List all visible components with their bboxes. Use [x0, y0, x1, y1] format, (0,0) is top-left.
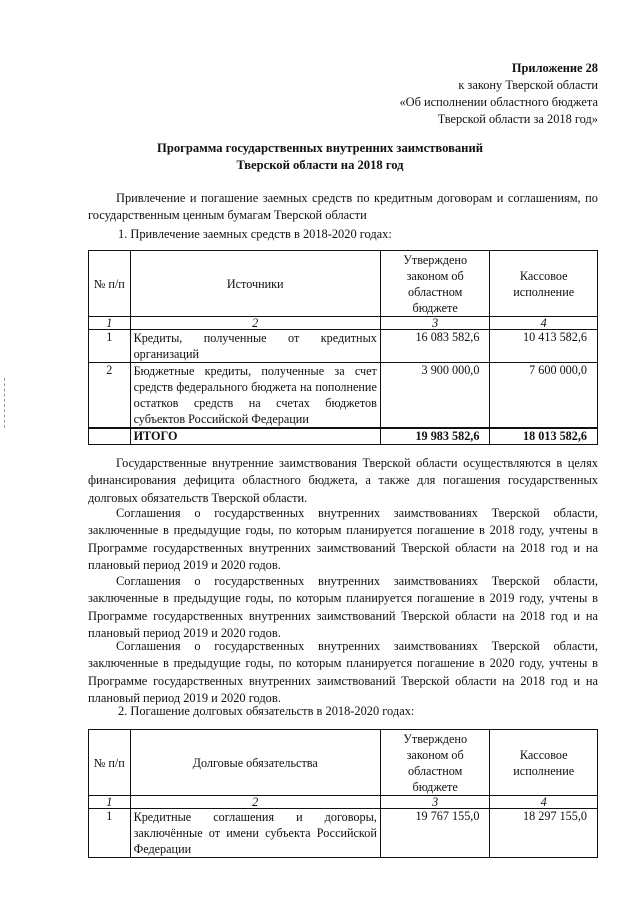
header-actual: Кассовое исполнение	[490, 251, 598, 317]
repayment-table	[88, 729, 598, 858]
body-paragraph	[88, 638, 598, 708]
table-header-row	[89, 730, 598, 796]
title-line-2: Тверской области на 2018 год	[236, 158, 404, 172]
row-approved: 16 083 582,6	[380, 330, 490, 363]
annex-number: Приложение 28	[511, 61, 598, 75]
section2-heading: 2. Погашение долговых обязательств в 2018-2020 годах:	[118, 704, 415, 718]
table-header-row	[89, 251, 598, 317]
document-title	[0, 140, 640, 174]
paragraph-text: Государственные внутренние заимствования Тверской области осуществляются в целях финансирования дефицита областного бюджета, а также для погашения государственных долговых обязательств Тверской области.	[88, 456, 598, 505]
header-num: № п/п	[89, 251, 131, 317]
index-cell: 4	[490, 796, 598, 809]
index-cell: 1	[89, 796, 131, 809]
total-actual: 18 013 582,6	[490, 428, 598, 445]
index-cell: 3	[380, 317, 490, 330]
total-label: ИТОГО	[130, 428, 380, 445]
header-approved: Утверждено законом об областном бюджете	[380, 730, 490, 796]
header-sources: Источники	[130, 251, 380, 317]
index-cell: 2	[130, 796, 380, 809]
paragraph-text: Соглашения о государственных внутренних заимствованиях Тверской области, заключенные в предыдущие годы, по которым планируется погашение в 2019 году, учтены в Программе государственных внутренних заимствований Тверской области на 2018 год и на плановый период 2019 и 2020 годов.	[88, 574, 598, 641]
row-num: 2	[89, 363, 131, 429]
paragraph-text: Соглашения о государственных внутренних заимствованиях Тверской области, заключенные в предыдущие годы, по которым планируется погашение в 2020 году, учтены в Программе государственных внутренних заимствований Тверской области на 2018 год и на плановый период 2019 и 2020 годов.	[88, 639, 598, 706]
index-cell: 1	[89, 317, 131, 330]
table-row	[89, 330, 598, 363]
row-source: Бюджетные кредиты, полученные за счет средств федерального бюджета на пополнение остатков средств на счетах бюджетов субъектов Российской Федерации	[130, 363, 380, 429]
annex-law-title: «Об исполнении областного бюджета	[399, 95, 598, 109]
annex-law-title-cont: Тверской области за 2018 год»	[437, 112, 598, 126]
table-row	[89, 809, 598, 858]
total-approved: 19 983 582,6	[380, 428, 490, 445]
intro-paragraph	[88, 190, 598, 225]
header-approved: Утверждено законом об областном бюджете	[380, 251, 490, 317]
annex-header	[399, 60, 598, 128]
header-obligations: Долговые обязательства	[130, 730, 380, 796]
row-actual: 10 413 582,6	[490, 330, 598, 363]
row-approved: 3 900 000,0	[380, 363, 490, 429]
row-num: 1	[89, 330, 131, 363]
header-actual: Кассовое исполнение	[490, 730, 598, 796]
intro-text: Привлечение и погашение заемных средств по кредитным договорам и соглашениям, по государственным ценным бумагам Тверской области	[88, 191, 598, 223]
table-index-row	[89, 796, 598, 809]
table-index-row	[89, 317, 598, 330]
row-obligation: Кредитные соглашения и договоры, заключённые от имени субъекта Российской Федерации	[130, 809, 380, 858]
row-actual: 18 297 155,0	[490, 809, 598, 858]
body-paragraph	[88, 573, 598, 643]
paragraph-text: Соглашения о государственных внутренних заимствованиях Тверской области, заключенные в предыдущие годы, по которым планируется погашение в 2018 году, учтены в Программе государственных внутренних заимствований Тверской области на 2018 год и на плановый период 2019 и 2020 годов.	[88, 506, 598, 573]
annex-law-ref: к закону Тверской области	[458, 78, 598, 92]
table-total-row	[89, 428, 598, 445]
header-num: № п/п	[89, 730, 131, 796]
scan-margin-mark	[4, 378, 7, 428]
index-cell: 2	[130, 317, 380, 330]
section1-heading: 1. Привлечение заемных средств в 2018-2020 годах:	[118, 227, 392, 241]
row-actual: 7 600 000,0	[490, 363, 598, 429]
title-line-1: Программа государственных внутренних заимствований	[157, 141, 483, 155]
row-approved: 19 767 155,0	[380, 809, 490, 858]
total-empty-cell	[89, 428, 131, 445]
body-paragraph	[88, 455, 598, 507]
table-row	[89, 363, 598, 429]
borrowing-table	[88, 250, 598, 445]
row-num: 1	[89, 809, 131, 858]
row-source: Кредиты, полученные от кредитных организаций	[130, 330, 380, 363]
body-paragraph	[88, 505, 598, 575]
index-cell: 4	[490, 317, 598, 330]
index-cell: 3	[380, 796, 490, 809]
